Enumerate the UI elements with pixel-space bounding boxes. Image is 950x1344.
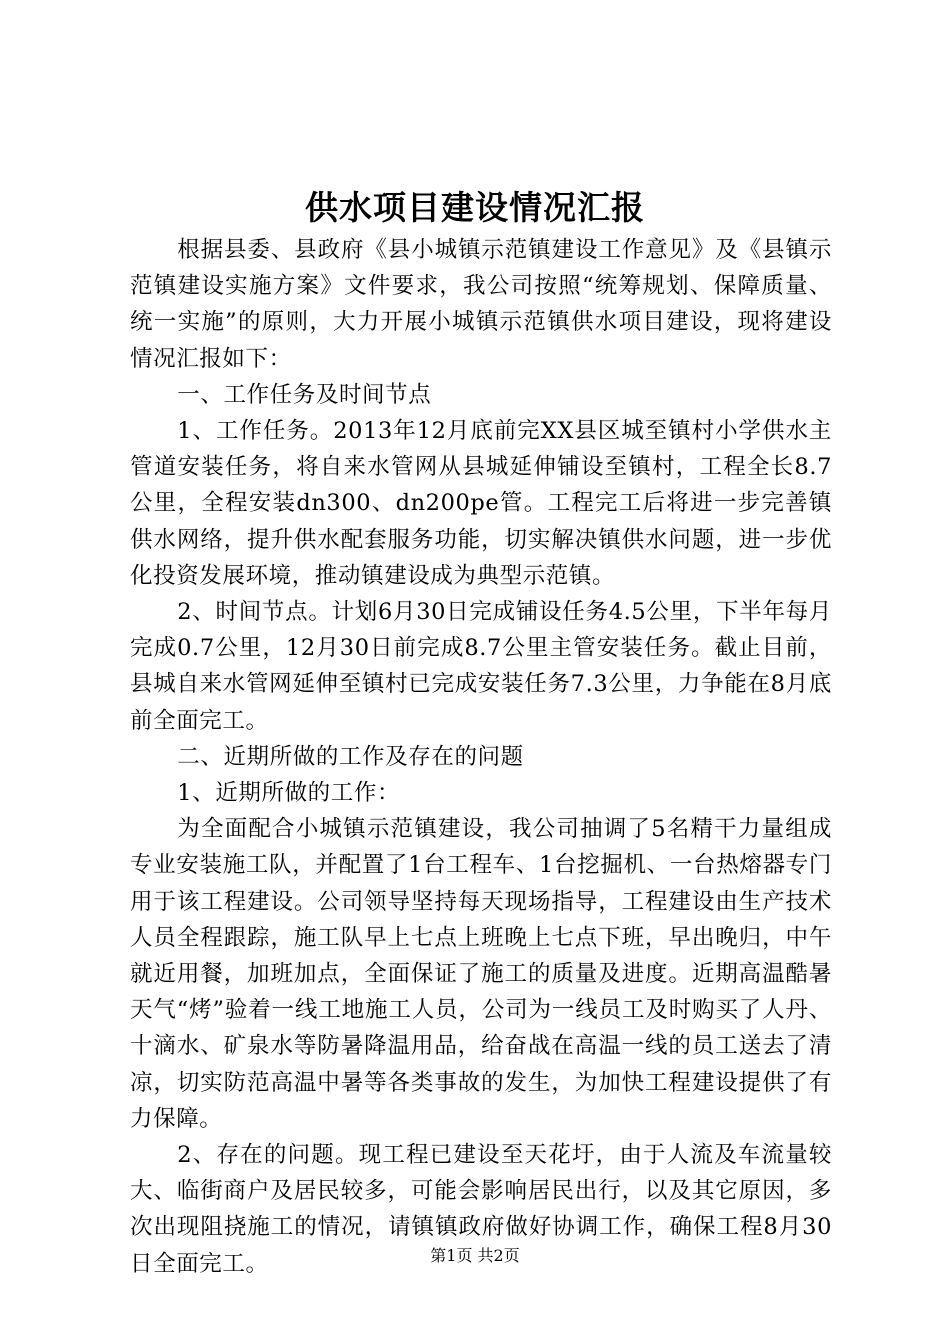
section-heading-tasks: 一、工作任务及时间节点 (177, 381, 432, 408)
paragraph-time-nodes: 2、时间节点。计划6月30日完成铺设任务4.5公里，下半年每月完成0.7公里，12月30日前完成8.7公里主管安装任务。截止目前，县城自来水管网延伸至镇村已完成安装任务7.3公里，力争能在8月底前全面完工。 (130, 599, 832, 734)
document-title: 供水项目建设情况汇报 (305, 188, 645, 227)
paragraph-intro: 根据县委、县政府《县小城镇示范镇建设工作意见》及《县镇示范镇建设实施方案》文件要求，我公司按照“统筹规划、保障质量、统一实施”的原则，大力开展小城镇示范镇供水项目建设，现将建设情况汇报如下： (130, 237, 832, 372)
paragraph-recent-work: 为全面配合小城镇示范镇建设，我公司抽调了5名精干力量组成专业安装施工队，并配置了1台工程车、1台挖掘机、一台热熔器专门用于该工程建设。公司领导坚持每天现场指导，工程建设由生产技术人员全程跟踪，施工队早上七点上班晚上七点下班，早出晚归，中午就近用餐，加班加点，全面保证了施工的质量及进度。近期高温酷暑天气“烤”验着一线工地施工人员，公司为一线员工及时购买了人丹、十滴水、矿泉水等防暑降温用品，给奋战在高温一线的员工送去了清凉，切实防范高温中暑等各类事故的发生，为加快工程建设提供了有力保障。 (130, 816, 832, 1132)
paragraph-problems: 2、存在的问题。现工程已建设至天花圩，由于人流及车流量较大、临街商户及居民较多，可能会影响居民出行，以及其它原因，多次出现阻挠施工的情况，请镇镇政府做好协调工作，确保工程8月30日全面完工。 (130, 1142, 832, 1277)
subheading-recent-work: 1、近期所做的工作： (177, 780, 401, 807)
section-heading-recent-work: 二、近期所做的工作及存在的问题 (177, 743, 524, 770)
paragraph-work-tasks: 1、工作任务。2013年12月底前完XX县区城至镇村小学供水主管道安装任务，将自来水管网从县城延伸铺设至镇村，工程全长8.7公里，全程安装dn300、dn200pe管。工程完工后将进一步完善镇供水网络，提升供水配套服务功能，切实解决镇供水问题，进一步优化投资发展环境，推动镇建设成为典型示范镇。 (130, 418, 832, 589)
document-body (130, 232, 832, 1282)
page-footer: 第1页 共2页 (430, 1246, 520, 1265)
